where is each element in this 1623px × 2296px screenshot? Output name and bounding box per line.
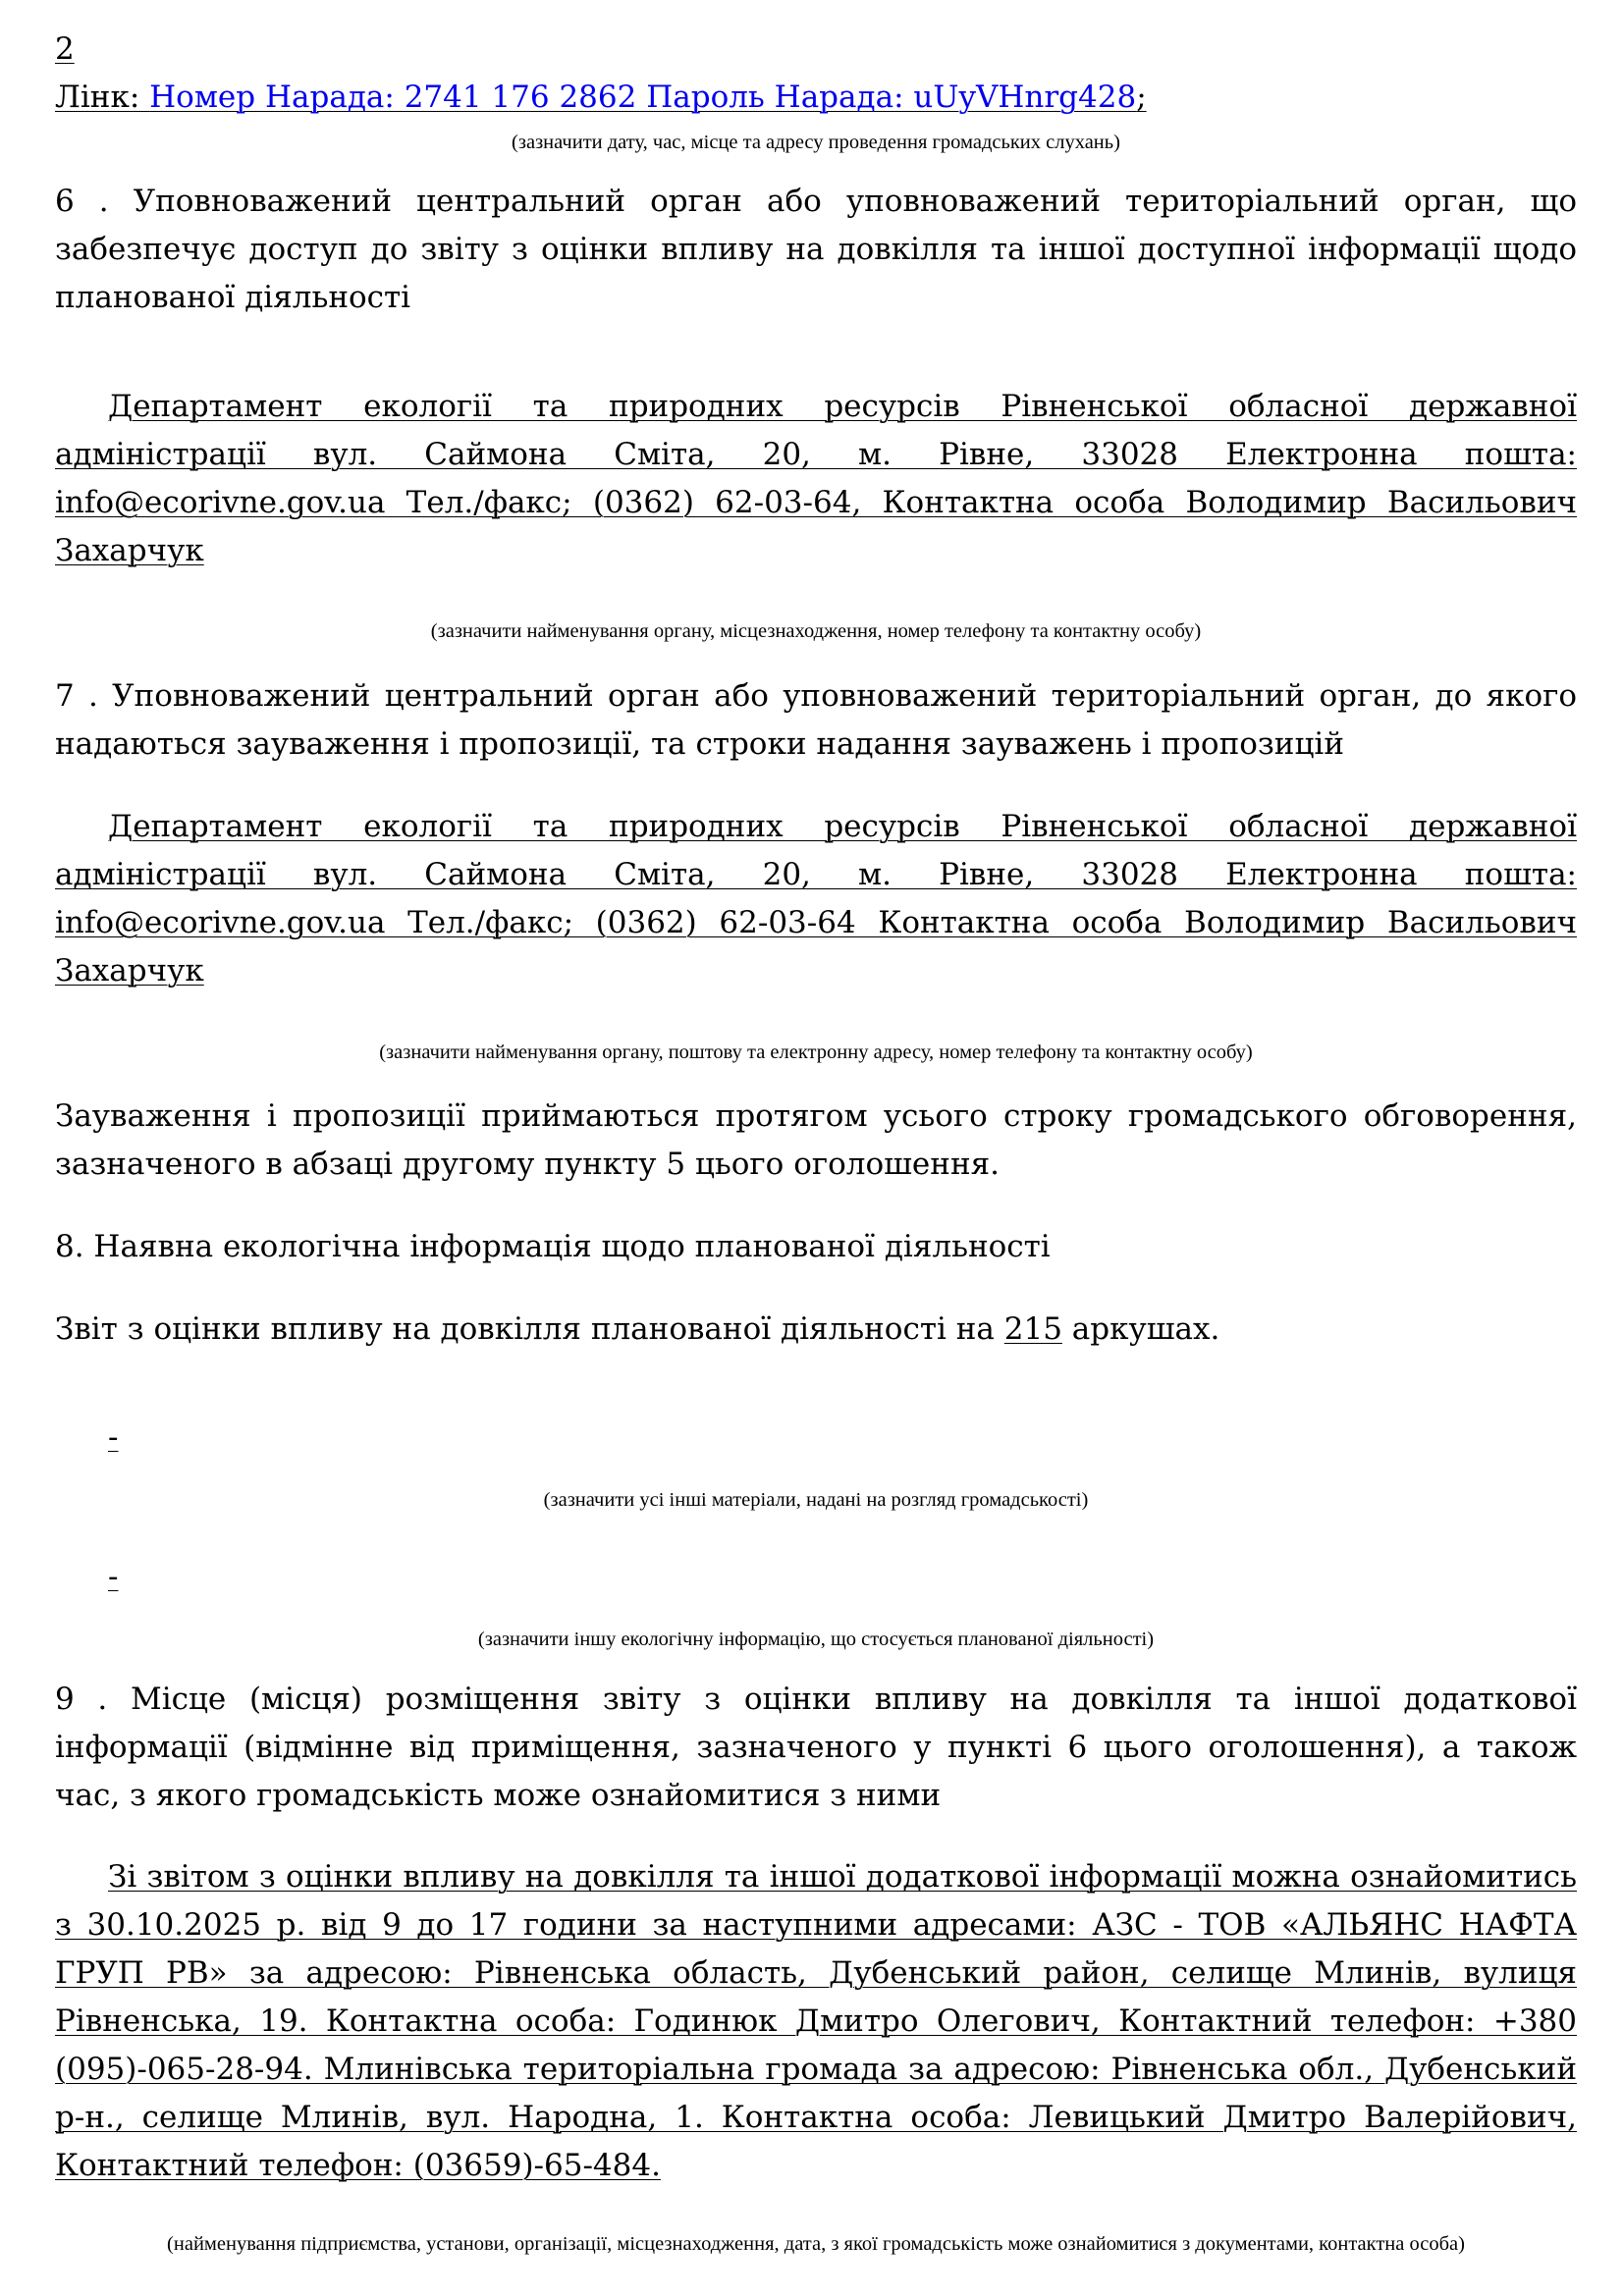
report-before: Звіт з оцінки впливу на довкілля планованої діяльності на — [55, 1311, 1004, 1347]
section-9-answer: Зі звітом з оцінки впливу на довкілля та іншої додаткової інформації можна ознайомитись з 30.10.2025 р. від 9 до 17 години за наступними адресами: АЗС - ТОВ «АЛЬЯНС НАФТА ГРУП РВ» за адресою: Рівненська область, Дубенський район, селище Млинів, вулиця Рівненська, 19. Контактна особа: Годинюк Дмитро Олегович, Контактний телефон: +380 (095)-065-28-94. Млинівська територіальна громада за адресою: Рівненська обл., Дубенський р-н., селище Млинів, вул. Народна, 1. Контактна особа: Левицький Дмитро Валерійович, Контактний телефон: (03659)-65-484. — [55, 1859, 1577, 2183]
section-8-heading: 8. Наявна екологічна інформація щодо планованої діяльності — [55, 1229, 1051, 1264]
section-7-note: (зазначити найменування органу, поштову та електронну адресу, номер телефону та контактну особу) — [379, 1041, 1253, 1063]
section-9-text: Місце (місця) розміщення звіту з оцінки впливу на довкілля та іншої додаткової інформації (відмінне від приміщення, зазначеного у пункті 6 цього оголошення), а також час, з якого громадськість може ознайомитися з ними — [55, 1682, 1578, 1813]
link-label: Лінк: — [55, 80, 150, 115]
eco-info-dash: - — [108, 1559, 119, 1594]
section-9-number: 9 — [55, 1682, 75, 1717]
section-7-answer: Департамент екології та природних ресурсів Рівненської обласної державної адміністрації вул. Саймона Сміта, 20, м. Рівне, 33028 Електронна пошта: info@ecorivne.gov.ua Тел./факс; (0362) 62-03-64 Контактна особа Володимир Васильович Захарчук — [55, 809, 1577, 988]
section-9-heading: 9 . Місце (місця) розміщення звіту з оцінки впливу на довкілля та іншої додаткової інформації (відмінне від приміщення, зазначеного у пункті 6 цього оголошення), а також час, з якого громадськість може ознайомитися з ними — [55, 1682, 1578, 1813]
remarks-paragraph: Зауваження і пропозиції приймаються протягом усього строку громадського обговорення, зазначеного в абзаці другому пункту 5 цього оголошення. — [55, 1098, 1577, 1182]
note-hearings: (зазначити дату, час, місце та адресу проведення громадських слухань) — [512, 132, 1120, 153]
materials-note: (зазначити усі інші матеріали, надані на розгляд громадськості) — [543, 1489, 1089, 1511]
section-9-note: (найменування підприємства, установи, організації, місцезнаходження, дата, з якої громадськість може ознайомитися з документами, контактна особа) — [167, 2233, 1465, 2255]
materials-dash: - — [108, 1419, 119, 1455]
section-6-number: 6 — [55, 184, 75, 219]
link-end: ; — [1136, 80, 1147, 115]
report-line — [55, 1306, 1219, 1354]
page-number: 2 — [55, 31, 75, 67]
section-6-note: (зазначити найменування органу, місцезнаходження, номер телефону та контактну особу) — [430, 620, 1202, 642]
section-6-text: Уповноважений центральний орган або уповноважений територіальний орган, що забезпечує доступ до звіту з оцінки впливу на довкілля та іншої доступної інформації щодо планованої діяльності — [55, 184, 1577, 315]
eco-info-note: (зазначити іншу екологічну інформацію, що стосується планованої діяльності) — [477, 1629, 1155, 1650]
section-7-text: Уповноважений центральний орган або уповноважений територіальний орган, до якого надаються зауваження і пропозиції, та строки надання зауважень і пропозицій — [55, 678, 1578, 762]
report-pages: 215 — [1003, 1311, 1062, 1347]
meeting-link[interactable]: Номер Нарада: 2741 176 2862 Пароль Нарада: uUyVHnrg428 — [149, 80, 1137, 115]
section-7-heading: 7 . Уповноважений центральний орган або уповноважений територіальний орган, до якого надаються зауваження і пропозиції, та строки надання зауважень і пропозицій — [55, 678, 1578, 762]
section-6-heading: 6 . Уповноважений центральний орган або уповноважений територіальний орган, що забезпечує доступ до звіту з оцінки впливу на довкілля та іншої доступної інформації щодо планованої діяльності — [55, 184, 1577, 315]
report-after: аркушах. — [1061, 1311, 1220, 1347]
section-6-answer: Департамент екології та природних ресурсів Рівненської обласної державної адміністрації вул. Саймона Сміта, 20, м. Рівне, 33028 Електронна пошта: info@ecorivne.gov.ua Тел./факс; (0362) 62-03-64, Контактна особа Володимир Васильович Захарчук — [55, 389, 1577, 568]
link-line — [55, 74, 1147, 122]
section-7-number: 7 — [55, 678, 75, 714]
